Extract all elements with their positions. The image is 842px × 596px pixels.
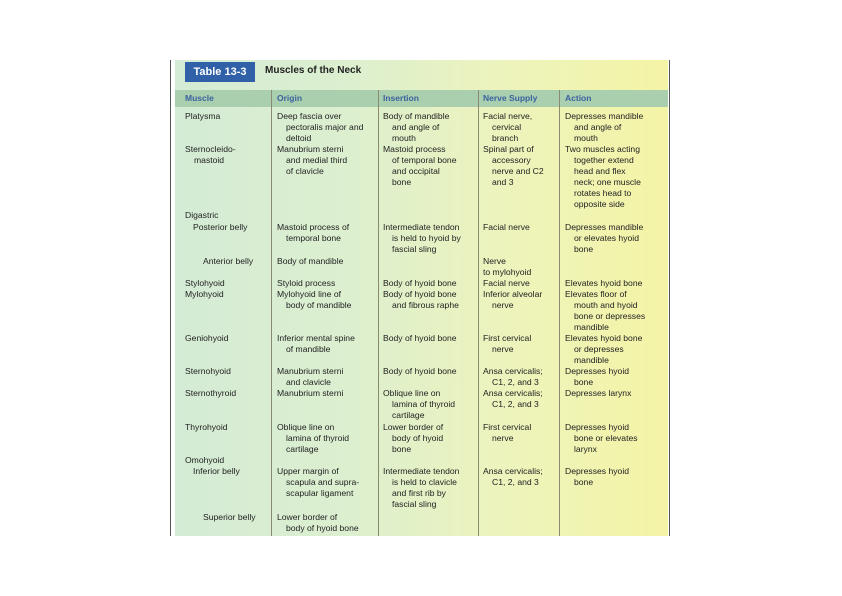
cell-nerve-supply <box>483 278 530 289</box>
cell-line: bone <box>392 177 412 187</box>
cell-origin <box>277 144 347 177</box>
cell-line: of mandible <box>286 344 331 354</box>
cell-line: Body of mandible <box>277 256 344 266</box>
page-edge-left <box>170 60 171 536</box>
cell-muscle <box>185 210 218 221</box>
column-divider <box>378 90 379 536</box>
cell-insertion <box>383 366 457 377</box>
cell-line: branch <box>492 133 519 143</box>
cell-line: Ansa cervicalis; <box>483 388 543 398</box>
cell-line: Two muscles acting <box>565 144 640 154</box>
cell-origin <box>277 111 363 144</box>
cell-line: Facial nerve, <box>483 111 533 121</box>
column-header-action: Action <box>565 93 592 103</box>
cell-line: Facial nerve <box>483 278 530 288</box>
cell-line: Sternothyroid <box>185 388 237 398</box>
cell-line: temporal bone <box>286 233 341 243</box>
cell-insertion <box>383 222 461 255</box>
cell-insertion <box>383 333 457 344</box>
cell-line: lamina of thyroid <box>392 399 456 409</box>
cell-line: Body of hyoid bone <box>383 366 457 376</box>
cell-line: lamina of thyroid <box>286 433 350 443</box>
cell-nerve-supply <box>483 388 543 410</box>
cell-line: bone or depresses <box>574 311 646 321</box>
cell-action <box>565 388 631 399</box>
cell-insertion <box>383 289 459 311</box>
cell-line: body of hyoid <box>392 433 444 443</box>
cell-line: bone <box>574 477 594 487</box>
cell-line: rotates head to <box>574 188 632 198</box>
cell-line: C1, 2, and 3 <box>492 377 539 387</box>
cell-line: and angle of <box>392 122 440 132</box>
cell-line: accessory <box>492 155 531 165</box>
cell-line: nerve <box>492 300 514 310</box>
cell-line: Oblique line on <box>277 422 335 432</box>
cell-line: is held to hyoid by <box>392 233 461 243</box>
cell-line: Elevates floor of <box>565 289 627 299</box>
cell-line: mandible <box>574 322 609 332</box>
cell-line: Depresses hyoid <box>565 466 630 476</box>
cell-line: mouth <box>574 133 598 143</box>
cell-muscle <box>185 289 224 300</box>
cell-line: C1, 2, and 3 <box>492 399 539 409</box>
cell-line: and medial third <box>286 155 348 165</box>
cell-action <box>565 111 643 144</box>
cell-line: Omohyoid <box>185 455 225 465</box>
cell-line: and 3 <box>492 177 514 187</box>
cell-line: First cervical <box>483 422 532 432</box>
cell-line: and clavicle <box>286 377 331 387</box>
cell-line: Digastric <box>185 210 219 220</box>
cell-insertion <box>383 278 457 289</box>
table-header-row <box>175 90 668 107</box>
cell-insertion <box>383 422 443 455</box>
cell-action <box>565 144 641 210</box>
cell-muscle <box>185 111 220 122</box>
cell-line: Anterior belly <box>203 256 254 266</box>
cell-line: Superior belly <box>203 512 256 522</box>
cell-line: body of hyoid bone <box>286 523 359 533</box>
cell-action <box>565 278 642 289</box>
cell-line: mouth and hyoid <box>574 300 638 310</box>
cell-action <box>565 333 642 366</box>
table-number-badge: Table 13-3 <box>185 62 255 82</box>
cell-line: bone or elevates <box>574 433 638 443</box>
cell-muscle <box>185 422 228 433</box>
cell-origin <box>277 512 359 534</box>
cell-line: Stylohyoid <box>185 278 225 288</box>
cell-line: Manubrium sterni <box>277 366 344 376</box>
cell-line: larynx <box>574 444 597 454</box>
cell-muscle <box>203 512 256 523</box>
cell-line: scapular ligament <box>286 488 354 498</box>
cell-action <box>565 366 629 388</box>
cell-line: Geniohyoid <box>185 333 229 343</box>
cell-line: Depresses mandible <box>565 222 644 232</box>
cell-line: First cervical <box>483 333 532 343</box>
cell-action <box>565 222 643 255</box>
column-divider <box>559 90 560 536</box>
cell-line: bone <box>574 377 594 387</box>
cell-line: Depresses hyoid <box>565 366 630 376</box>
cell-line: and fibrous raphe <box>392 300 459 310</box>
cell-muscle <box>185 333 228 344</box>
cell-line: neck; one muscle <box>574 177 641 187</box>
cell-line: scapula and supra- <box>286 477 360 487</box>
page-edge-right <box>669 60 670 536</box>
cell-action <box>565 289 645 333</box>
cell-origin <box>277 466 359 499</box>
cell-line: or elevates hyoid <box>574 233 639 243</box>
cell-origin <box>277 256 343 267</box>
cell-line: to mylohyoid <box>483 267 532 277</box>
cell-line: Mastoid process of <box>277 222 350 232</box>
cell-line: mouth <box>392 133 416 143</box>
cell-action <box>565 466 629 488</box>
table-title-bar <box>175 60 668 90</box>
cell-muscle <box>185 366 231 377</box>
cell-line: Manubrium sterni <box>277 388 344 398</box>
cell-line: Lower border of <box>383 422 444 432</box>
cell-origin <box>277 388 343 399</box>
cell-line: Depresses hyoid <box>565 422 630 432</box>
cell-line: Manubrium sterni <box>277 144 344 154</box>
cell-line: Ansa cervicalis; <box>483 366 543 376</box>
cell-line: mastoid <box>194 155 225 165</box>
cell-line: Body of hyoid bone <box>383 289 457 299</box>
cell-action <box>565 422 638 455</box>
cell-line: Mylohyoid line of <box>277 289 342 299</box>
cell-origin <box>277 333 355 355</box>
cell-line: Inferior alveolar <box>483 289 543 299</box>
cell-line: body of mandible <box>286 300 352 310</box>
cell-nerve-supply <box>483 333 531 355</box>
column-header-muscle: Muscle <box>185 93 214 103</box>
cell-line: bone <box>392 444 412 454</box>
cell-line: Inferior belly <box>193 466 240 476</box>
cell-line: Thyrohyoid <box>185 422 228 432</box>
cell-line: and occipital <box>392 166 440 176</box>
cell-line: of temporal bone <box>392 155 457 165</box>
cell-line: nerve <box>492 344 514 354</box>
column-header-insertion: Insertion <box>383 93 419 103</box>
cell-line: Inferior mental spine <box>277 333 355 343</box>
cell-origin <box>277 422 349 455</box>
cell-line: Posterior belly <box>193 222 248 232</box>
cell-line: together extend <box>574 155 634 165</box>
cell-nerve-supply <box>483 289 542 311</box>
cell-muscle <box>203 256 253 267</box>
cell-line: Elevates hyoid bone <box>565 278 643 288</box>
cell-nerve-supply <box>483 366 543 388</box>
cell-line: Body of mandible <box>383 111 450 121</box>
cell-line: cervical <box>492 122 522 132</box>
cell-insertion <box>383 111 449 144</box>
column-divider <box>271 90 272 536</box>
cell-nerve-supply <box>483 422 531 444</box>
cell-line: pectoralis major and <box>286 122 364 132</box>
cell-origin <box>277 366 343 388</box>
cell-line: nerve <box>492 433 514 443</box>
cell-line: mandible <box>574 355 609 365</box>
cell-line: opposite side <box>574 199 625 209</box>
cell-line: Elevates hyoid bone <box>565 333 643 343</box>
cell-nerve-supply <box>483 256 531 278</box>
cell-muscle <box>185 278 225 289</box>
cell-line: Body of hyoid bone <box>383 333 457 343</box>
cell-line: cartilage <box>392 410 425 420</box>
cell-line: Intermediate tendon <box>383 466 460 476</box>
cell-line: Depresses mandible <box>565 111 644 121</box>
cell-line: Sternohyoid <box>185 366 231 376</box>
column-header-origin: Origin <box>277 93 303 103</box>
cell-insertion <box>383 388 455 421</box>
cell-line: Oblique line on <box>383 388 441 398</box>
cell-line: bone <box>574 244 594 254</box>
cell-origin <box>277 278 335 289</box>
cell-line: of clavicle <box>286 166 324 176</box>
cell-line: Upper margin of <box>277 466 339 476</box>
cell-line: and first rib by <box>392 488 446 498</box>
cell-line: deltoid <box>286 133 312 143</box>
cell-line: fascial sling <box>392 244 437 254</box>
cell-line: head and flex <box>574 166 626 176</box>
cell-nerve-supply <box>483 111 532 144</box>
column-divider <box>478 90 479 536</box>
cell-insertion <box>383 466 459 510</box>
cell-muscle <box>185 144 236 166</box>
cell-line: and angle of <box>574 122 622 132</box>
cell-line: Styloid process <box>277 278 336 288</box>
cell-line: Depresses larynx <box>565 388 632 398</box>
cell-line: Body of hyoid bone <box>383 278 457 288</box>
column-header-nerve-supply: Nerve Supply <box>483 93 538 103</box>
cell-nerve-supply <box>483 466 543 488</box>
cell-nerve-supply <box>483 222 530 233</box>
cell-nerve-supply <box>483 144 544 188</box>
cell-line: Facial nerve <box>483 222 530 232</box>
cell-line: or depresses <box>574 344 624 354</box>
cell-muscle <box>193 222 247 233</box>
cell-muscle <box>185 388 236 399</box>
cell-line: Deep fascia over <box>277 111 342 121</box>
cell-line: Spinal part of <box>483 144 534 154</box>
cell-insertion <box>383 144 457 188</box>
cell-line: is held to clavicle <box>392 477 457 487</box>
cell-muscle <box>193 466 240 477</box>
cell-line: Nerve <box>483 256 506 266</box>
cell-line: Intermediate tendon <box>383 222 460 232</box>
cell-line: Mastoid process <box>383 144 446 154</box>
cell-line: cartilage <box>286 444 319 454</box>
cell-line: Sternocleido- <box>185 144 236 154</box>
cell-line: Ansa cervicalis; <box>483 466 543 476</box>
cell-muscle <box>185 455 224 466</box>
cell-origin <box>277 222 349 244</box>
cell-line: Mylohyoid <box>185 289 224 299</box>
table-title: Muscles of the Neck <box>265 65 362 76</box>
cell-line: Lower border of <box>277 512 338 522</box>
cell-line: fascial sling <box>392 499 437 509</box>
cell-line: C1, 2, and 3 <box>492 477 539 487</box>
cell-origin <box>277 289 351 311</box>
cell-line: Platysma <box>185 111 221 121</box>
cell-line: nerve and C2 <box>492 166 544 176</box>
table-panel <box>175 60 668 536</box>
